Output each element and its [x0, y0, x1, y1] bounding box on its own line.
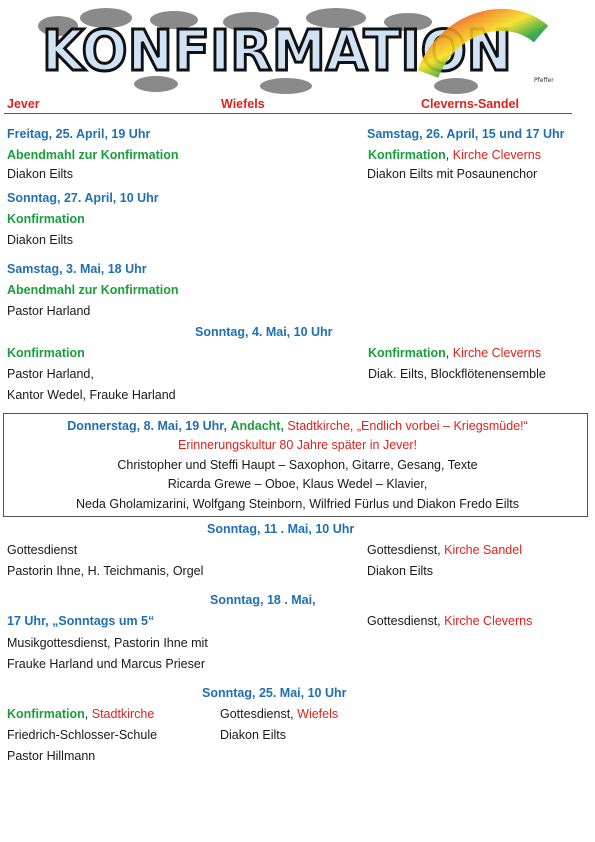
event-date: Sonntag, 18 . Mai,: [210, 593, 316, 607]
event-person: Pastor Harland,: [7, 367, 94, 381]
event-person: Diakon Eilts: [220, 728, 286, 742]
event-title: Gottesdienst: [7, 543, 78, 557]
event-date: Samstag, 26. April, 15 und 17 Uhr: [367, 127, 565, 141]
event-title: Abendmahl zur Konfirmation: [7, 283, 179, 297]
event-person: Kantor Wedel, Frauke Harland: [7, 388, 176, 402]
event-title-line: Gottesdienst, Wiefels: [220, 707, 339, 721]
event-person: Pastor Harland: [7, 304, 91, 318]
header-wiefels: Wiefels: [221, 97, 265, 111]
banner-title: KONFIRMATION: [42, 19, 512, 84]
event-date: Sonntag, 11 . Mai, 10 Uhr: [207, 522, 355, 536]
event-title: Konfirmation: [7, 212, 85, 226]
event-date: Freitag, 25. April, 19 Uhr: [7, 127, 151, 141]
event-person: Diakon Eilts: [7, 233, 73, 247]
event-person: Diakon Eilts: [7, 167, 73, 181]
event-person: Musikgottesdienst, Pastorin Ihne mit: [7, 636, 208, 650]
event-time: 17 Uhr, „Sonntags um 5“: [7, 614, 155, 628]
event-person: Pastorin Ihne, H. Teichmanis, Orgel: [7, 564, 204, 578]
event-date: Sonntag, 27. April, 10 Uhr: [7, 191, 159, 205]
konfirmation-banner: [36, 4, 562, 96]
box-line: Ricarda Grewe – Oboe, Klaus Wedel – Klavier,: [167, 477, 428, 491]
banner-signature: Pfeffer: [534, 77, 554, 84]
box-subtitle: Erinnerungskultur 80 Jahre später in Jever!: [177, 438, 417, 452]
event-title-line: Gottesdienst, Kirche Sandel: [367, 543, 522, 557]
event-person: Friedrich-Schlosser-Schule: [7, 728, 158, 742]
event-title-line: Konfirmation, Stadtkirche: [7, 707, 155, 721]
event-title-line: Gottesdienst, Kirche Cleverns: [367, 614, 533, 628]
header-rule: [4, 113, 572, 114]
event-title: Abendmahl zur Konfirmation: [7, 148, 179, 162]
event-person: Diakon Eilts: [367, 564, 433, 578]
event-person: Diak. Eilts, Blockflötenensemble: [368, 367, 546, 381]
event-date: Sonntag, 25. Mai, 10 Uhr: [202, 686, 347, 700]
event-title: Konfirmation: [7, 346, 85, 360]
box-line: Christopher und Steffi Haupt – Saxophon, Gitarre, Gesang, Texte: [117, 458, 478, 472]
event-date: Sonntag, 4. Mai, 10 Uhr: [195, 325, 333, 339]
header-clevern-sandel: Cleverns-Sandel: [421, 97, 519, 111]
event-person: Pastor Hillmann: [7, 749, 96, 763]
box-line: Neda Gholamizarini, Wolfgang Steinborn, Wilfried Fürlus und Diakon Fredo Eilts: [75, 497, 520, 511]
event-title-line: Konfirmation, Kirche Cleverns: [368, 148, 541, 162]
box-headline: Donnerstag, 8. Mai, 19 Uhr, Andacht, Stadtkirche, „Endlich vorbei – Kriegsmüde!“: [67, 419, 528, 433]
event-person: Frauke Harland und Marcus Prieser: [7, 657, 205, 671]
header-jever: Jever: [7, 97, 40, 111]
event-person: Diakon Eilts mit Posaunenchor: [367, 167, 538, 181]
event-date: Samstag, 3. Mai, 18 Uhr: [7, 262, 147, 276]
event-title-line: Konfirmation, Kirche Cleverns: [368, 346, 541, 360]
